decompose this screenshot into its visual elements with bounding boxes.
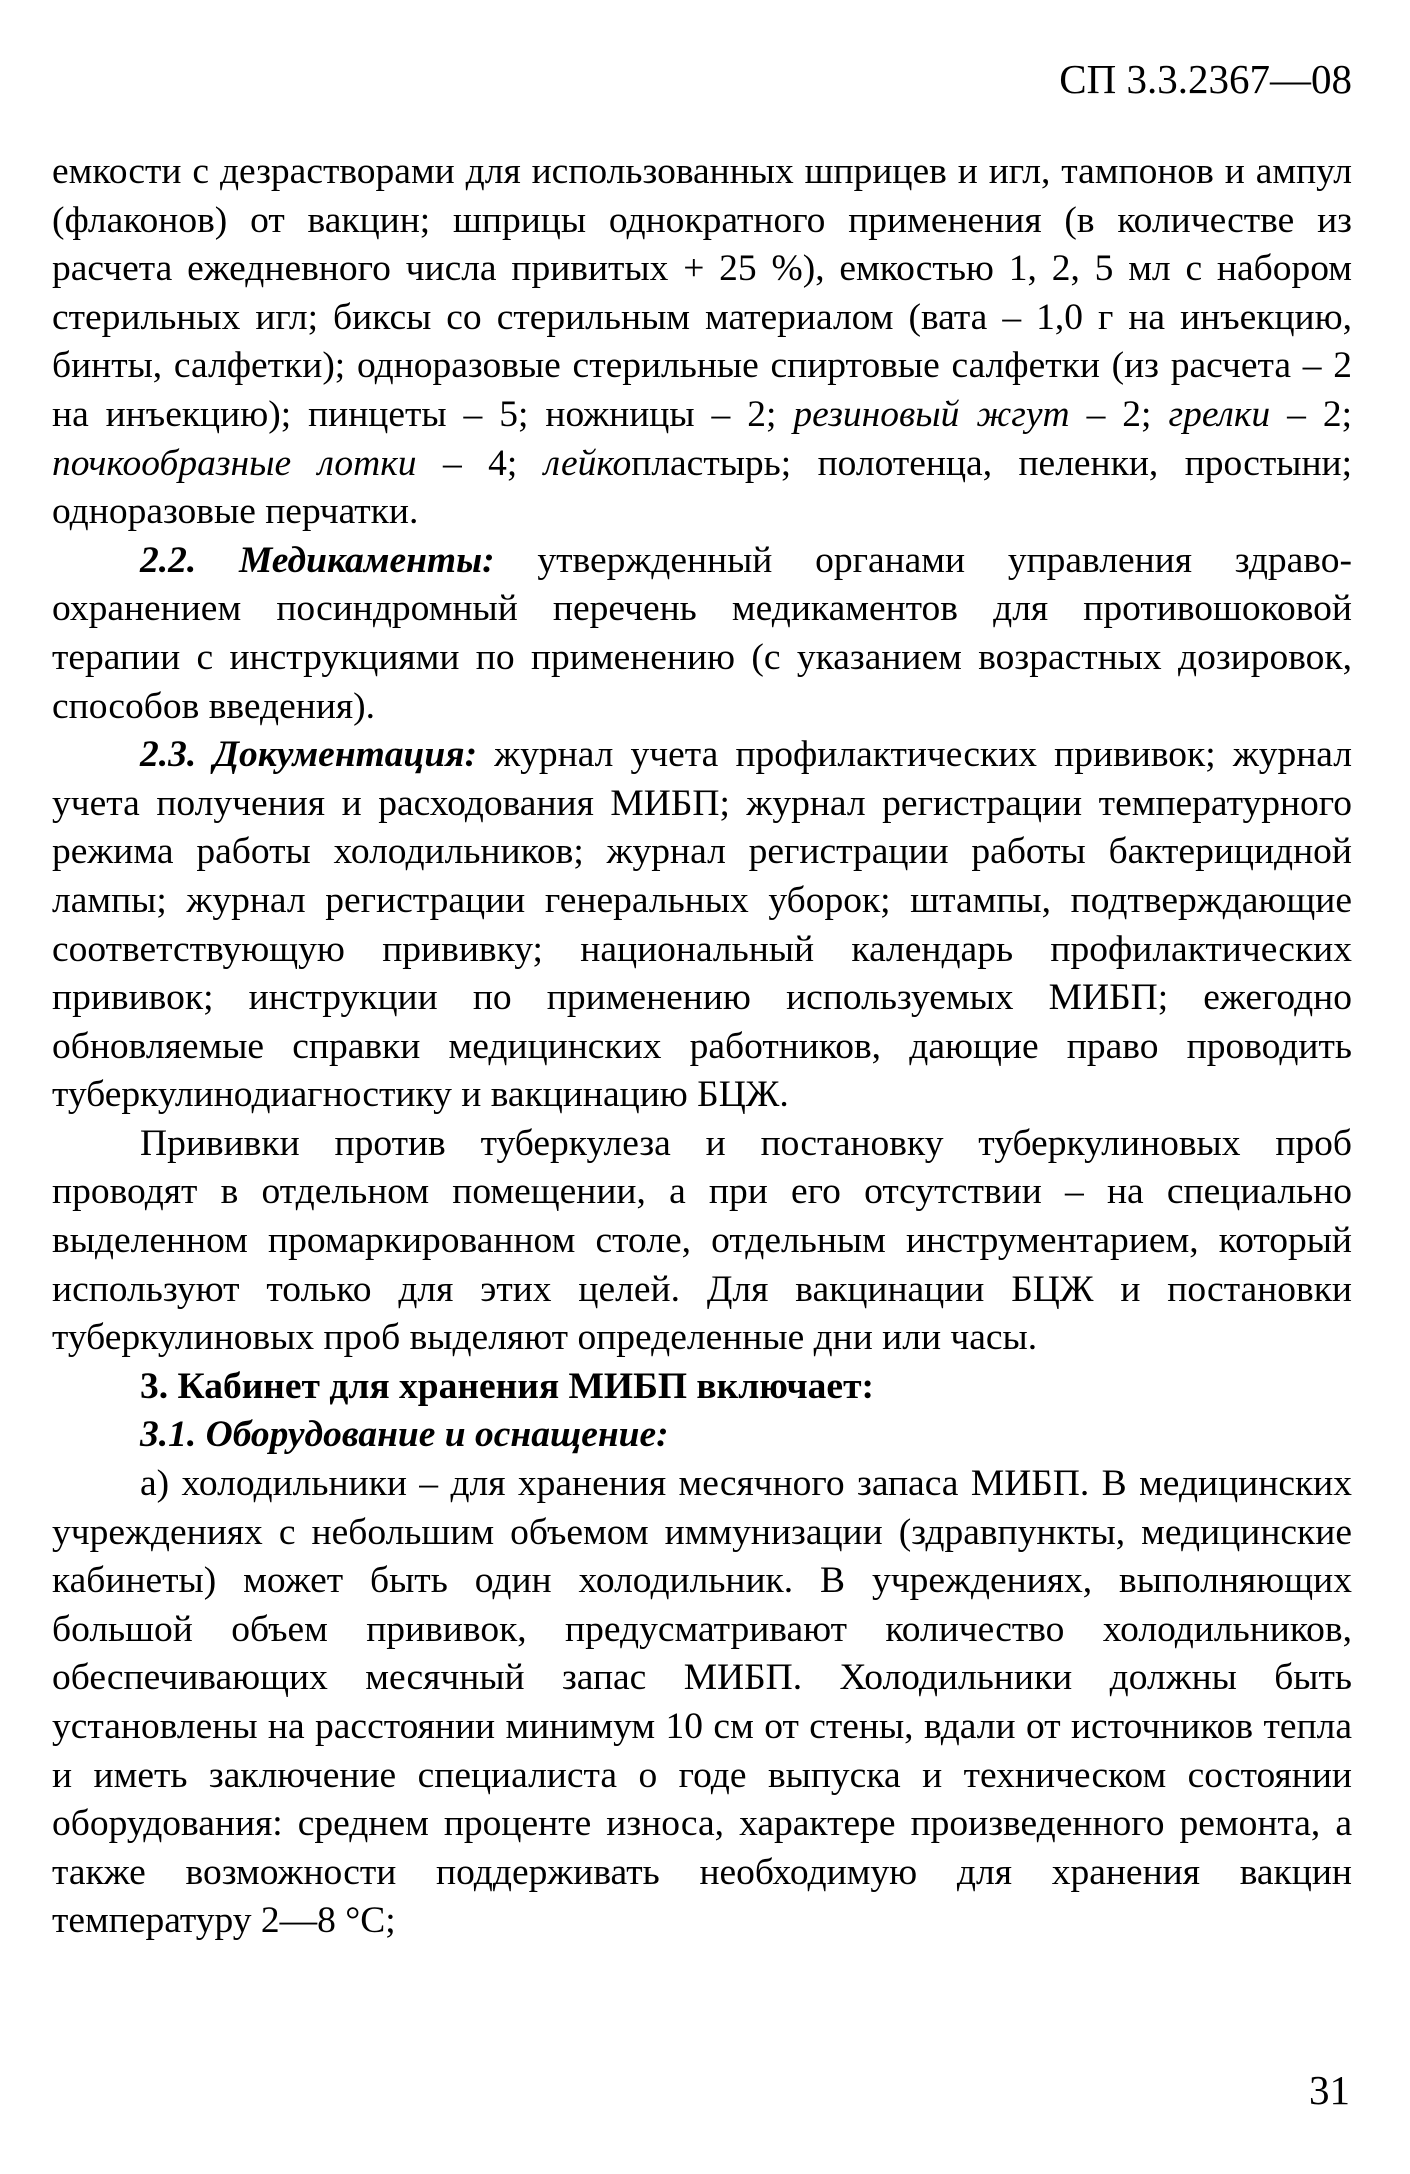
paragraph-documentation: [52, 731, 1352, 1120]
text-segment: – 4;: [416, 442, 544, 484]
italic-segment: почкообразные лотки: [52, 442, 417, 484]
section-3-heading: 3. Кабинет для хранения МИБП включает:: [140, 1365, 874, 1407]
section-heading: Медикаменты:: [238, 539, 495, 581]
section-text: утвержденный органами управления здравоохранением посиндромный перечень медикаментов для противошоковой терапии с инструкциями по применению (с указанием возрастных дозировок, способов введения).: [52, 539, 1353, 727]
paragraph-equipment-list: [52, 148, 1352, 537]
text-segment: емкости с дезрастворами для использованных шприцев и игл, тампонов и ампул (флаконов) от вакцин; шприцы однократного применения (в количестве из расчета ежедневного числа привитых + 25 %), емкостью 1, 2, 5 мл с набором стерильных игл; биксы со стерильным материалом (вата – 1,0 г на инъекцию, бинты, салфетки); одноразовые стерильные спиртовые салфетки (из расчета – 2 на инъекцию); пинцеты – 5; ножницы – 2;: [52, 151, 1352, 435]
section-number: 2.2.: [140, 539, 197, 581]
paragraph-tuberculosis: Прививки против туберкулеза и постановку туберкулиновых проб проводят в отдельном помещении, а при его отсутствии – на специально выделенном промаркированном столе, отдельным инструментарием, который используют только для этих целей. Для вакцинации БЦЖ и постановки туберкулиновых проб выделяют определенные дни или часы.: [52, 1122, 1352, 1359]
page-number: 31: [1309, 2067, 1350, 2113]
paragraph-medications: [52, 537, 1352, 731]
paragraph-refrigerators: а) холодильники – для хранения месячного запаса МИБП. В медицинских учреждениях с небольшим объемом иммунизации (здравпункты, медицинские кабинеты) может быть один холодильник. В учреждениях, выполняющих большой объем прививок, предусматривают количество холодильников, обеспечивающих месячный запас МИБП. Холодильники должны быть установлены на расстоянии минимум 10 см от стены, вдали от источников тепла и иметь заключение специалиста о годе выпуска и техническом состоянии оборудования: среднем проценте износа, характере произведенного ремонта, а также возможности поддерживать необходимую для хранения вакцин температуру 2—8 °С;: [52, 1463, 1352, 1942]
body-text: [52, 148, 1352, 1946]
section-3-1-heading: 3.1. Оборудование и оснащение:: [140, 1414, 669, 1456]
section-text: журнал учета профилактических прививок; журнал учета получения и расходования МИБП; журнал регистрации температурного режима работы холодильников; журнал регистрации работы бактерицидной лампы; журнал регистрации генеральных уборок; штампы, подтверждающие соответствующую прививку; национальный календарь профилактических прививок; инструкции по применению используемых МИБП; ежегодно обновляемые справки медицинских работников, дающие право проводить туберкулинодиагностику и вакцинацию БЦЖ.: [52, 734, 1352, 1116]
section-heading: Документация:: [213, 734, 478, 776]
text-segment: пластырь; полотенца, пеленки, простыни; одноразовые перчатки.: [52, 442, 1352, 533]
document-code: СП 3.3.2367—08: [1059, 56, 1352, 102]
italic-segment: грелки: [1168, 393, 1271, 435]
italic-segment: резиновый жгут: [793, 393, 1070, 435]
text-segment: – 2;: [1069, 393, 1169, 435]
italic-segment: лейко: [543, 442, 632, 484]
section-number: 2.3.: [140, 734, 197, 776]
text-segment: – 2;: [1270, 393, 1353, 435]
